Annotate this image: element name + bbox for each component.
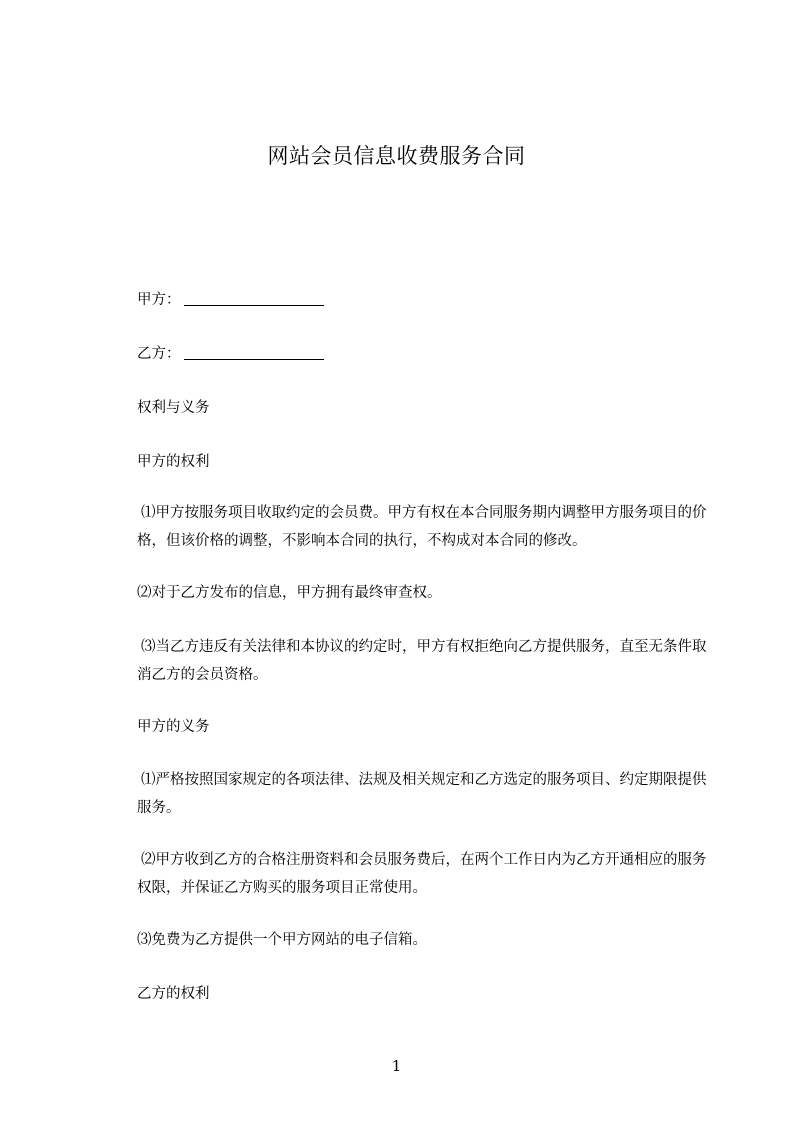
party-b-label: 乙方：: [137, 346, 181, 362]
party-a-obligations-item-2: ⑵甲方收到乙方的合格注册资料和会员服务费后，在两个工作日内为乙方开通相应的服务权限，并保证乙方购买的服务项目正常使用。: [137, 852, 707, 896]
party-a-obligations-item-1: ⑴严格按照国家规定的各项法律、法规及相关规定和乙方选定的服务项目、约定期限提供服务。: [137, 772, 707, 816]
party-a-obligations-item-3: ⑶免费为乙方提供一个甲方网站的电子信箱。: [137, 932, 427, 948]
party-b-line: [137, 340, 324, 368]
party-a-rights-item-3: ⑶当乙方违反有关法律和本协议的约定时，甲方有权拒绝向乙方提供服务，直至无条件取消乙方的会员资格。: [137, 639, 707, 683]
party-a-obligations-heading: 甲方的义务: [137, 719, 210, 735]
party-a-blank: [184, 289, 324, 306]
party-a-rights-item-2: ⑵对于乙方发布的信息，甲方拥有最终审查权。: [137, 585, 442, 601]
party-a-rights-item-1: ⑴甲方按服务项目收取约定的会员费。甲方有权在本合同服务期内调整甲方服务项目的价格，但该价格的调整，不影响本合同的执行，不构成对本合同的修改。: [137, 505, 707, 549]
party-a-label: 甲方：: [137, 292, 181, 308]
section-heading: 权利与义务: [137, 400, 210, 416]
party-b-blank: [184, 343, 324, 360]
party-b-rights-heading: 乙方的权利: [137, 986, 210, 1002]
party-a-rights-heading: 甲方的权利: [137, 454, 210, 470]
document-title: 网站会员信息收费服务合同: [267, 144, 526, 168]
party-a-line: [137, 286, 324, 314]
page-number: 1: [391, 1057, 402, 1075]
